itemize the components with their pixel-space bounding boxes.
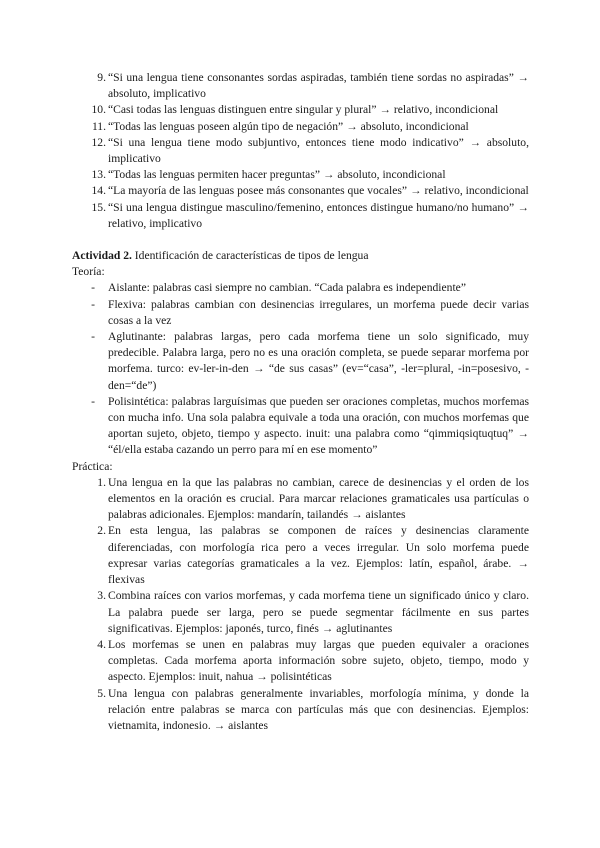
list-item — [72, 523, 529, 588]
list-item — [72, 637, 529, 686]
list-item — [72, 686, 529, 735]
list-text: “Si una lengua distingue masculino/femenino, entonces distingue humano/no humano” → relativo, implicativo — [108, 200, 529, 230]
numbered-list-top — [72, 70, 529, 232]
list-number: 9. — [97, 71, 106, 84]
list-item — [72, 167, 529, 183]
dash-bullet: - — [91, 297, 95, 311]
list-number: 15. — [91, 200, 106, 214]
list-item — [72, 588, 529, 637]
list-item — [72, 475, 529, 524]
list-number: 1. — [97, 475, 106, 489]
list-text: “Casi todas las lenguas distinguen entre singular y plural” → relativo, incondicional — [108, 103, 499, 117]
list-item — [72, 280, 529, 296]
list-item — [72, 135, 529, 167]
list-text: “Si una lengua tiene modo subjuntivo, entonces tiene modo indicativo” → absoluto, implicativo — [108, 135, 529, 166]
list-number: 4. — [97, 637, 106, 651]
list-item — [72, 183, 529, 199]
dash-bullet: - — [91, 394, 95, 408]
activity-title: Identificación de características de tipos de lengua — [131, 249, 369, 263]
list-text: Polisintética: palabras larguísimas que pueden ser oraciones completas, muchos morfemas con mucha info. Una sola palabra equivale a toda una oración, con muchos morfemas que aportan sujeto, objeto, tiempo y aspecto. inuit: una palabra como “qimmiqsiqtuqtuq” → “él/ella estaba cazando un perro para mí en ese momento” — [108, 394, 529, 457]
list-item — [72, 70, 529, 102]
theory-list — [72, 280, 529, 458]
list-item — [72, 297, 529, 329]
list-number: 2. — [97, 524, 106, 538]
list-number: 12. — [91, 135, 106, 149]
practice-label: Práctica: — [72, 459, 113, 473]
list-item — [72, 102, 529, 118]
list-text: “Todas las lenguas poseen algún tipo de negación” → absoluto, incondicional — [108, 119, 469, 133]
list-number: 14. — [91, 184, 106, 198]
list-item — [72, 394, 529, 459]
activity-label: Actividad 2. — [72, 249, 132, 263]
practice-list — [72, 475, 529, 734]
list-text: “Si una lengua tiene consonantes sordas aspiradas, también tiene sordas no aspiradas” → absoluto, implicativo — [108, 71, 529, 101]
list-text: “Todas las lenguas permiten hacer preguntas” → absoluto, incondicional — [108, 168, 446, 182]
activity-heading — [72, 248, 529, 264]
document-body — [72, 70, 529, 734]
dash-bullet: - — [91, 281, 95, 295]
list-text: Una lengua en la que las palabras no cambian, carece de desinencias y el orden de los elementos en la oración es crucial. Para marcar relaciones gramaticales usa partículas o palabras adicionales. Ejemplos: mandarín, tailandés → aislantes — [108, 475, 529, 522]
list-number: 11. — [91, 119, 106, 133]
list-text: Flexiva: palabras cambian con desinencias irregulares, un morfema puede decir varias cosas a la vez — [108, 297, 529, 327]
list-number: 5. — [97, 686, 106, 700]
list-number: 13. — [91, 168, 106, 182]
list-item — [72, 200, 529, 232]
list-text: “La mayoría de las lenguas posee más consonantes que vocales” → relativo, incondicional — [108, 184, 529, 198]
list-number: 3. — [97, 589, 106, 603]
list-text: Aglutinante: palabras largas, pero cada morfema tiene un solo significado, muy predecible. Palabra larga, pero no es una oración completa, se puede separar morfema por morfema. turco: ev-ler-in-den → “de sus casas” (ev=“casa”, -ler=plural, -in=posesivo, -den=“de”) — [108, 330, 529, 392]
list-item — [72, 329, 529, 394]
list-number: 10. — [91, 103, 106, 117]
list-text: En esta lengua, las palabras se componen de raíces y desinencias claramente diferenciadas, con morfología rica pero a veces irregular. Un solo morfema puede expresar varias categorías gramaticales a la vez. Ejemplos: latín, español, árabe. → flexivas — [108, 524, 529, 587]
list-text: Combina raíces con varios morfemas, y cada morfema tiene un significado único y claro. La palabra puede ser larga, pero se puede segmentar fácilmente en sus partes significativas. Ejemplos: japonés, turco, finés → aglutinantes — [108, 589, 529, 635]
theory-label: Teoría: — [72, 265, 105, 279]
dash-bullet: - — [91, 330, 95, 344]
list-text: Aislante: palabras casi siempre no cambian. “Cada palabra es independiente” — [108, 281, 466, 295]
list-text: Los morfemas se unen en palabras muy largas que pueden equivaler a oraciones completas. Cada morfema aporta información sobre sujeto, objeto, tiempo, modo y aspecto. Ejemplos: inuit, nahua → polisintéticas — [108, 637, 529, 684]
list-text: Una lengua con palabras generalmente invariables, morfología mínima, y donde la relación entre palabras se marca con partículas más que con desinencias. Ejemplos: vietnamita, indonesio. → aislantes — [108, 686, 529, 732]
list-item — [72, 119, 529, 135]
